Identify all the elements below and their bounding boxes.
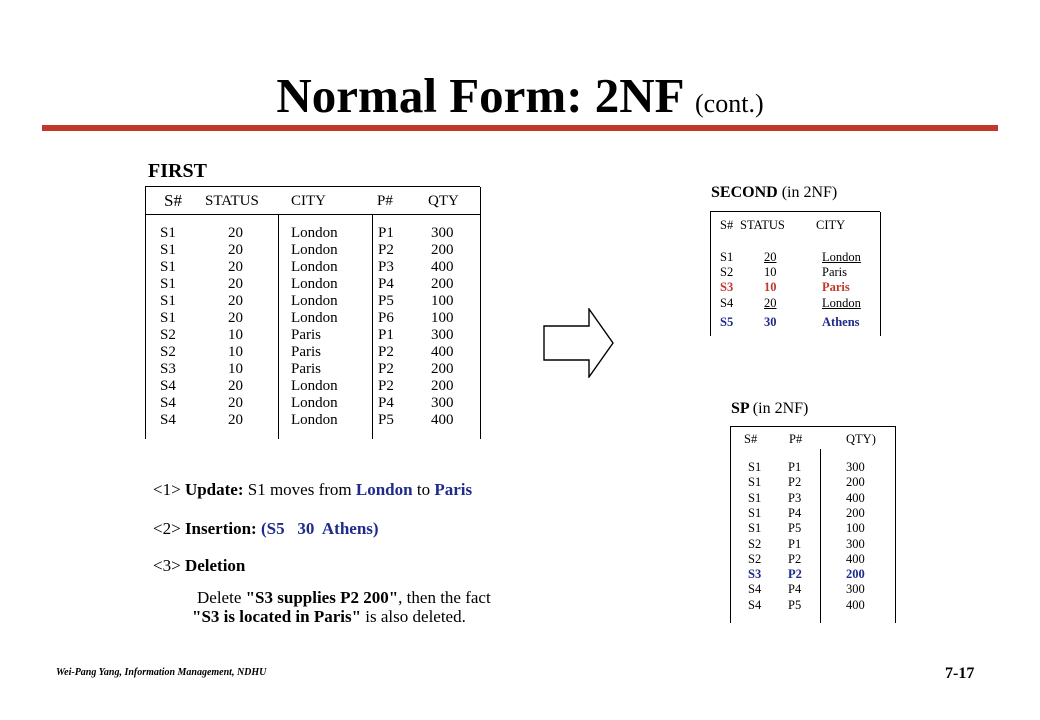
note-deletion-l1c: , then the fact bbox=[398, 588, 491, 607]
first-table-row-cell: 100 bbox=[431, 310, 454, 326]
first-table-row-cell: 20 bbox=[228, 225, 243, 241]
sp-header-qty: QTY) bbox=[846, 432, 876, 446]
first-table-row-cell: S3 bbox=[160, 361, 176, 377]
sp-table-row-cell: 300 bbox=[846, 536, 865, 551]
first-table-row-cell: 300 bbox=[431, 327, 454, 343]
second-label-note: (in 2NF) bbox=[781, 184, 838, 201]
first-table-row-cell: S4 bbox=[160, 378, 176, 394]
first-table-row-cell: London bbox=[291, 293, 338, 309]
second-table-row-cell: 10 bbox=[764, 265, 777, 280]
first-table-row-cell: 10 bbox=[228, 361, 243, 377]
first-table-row-cell: 100 bbox=[431, 293, 454, 309]
sp-table-row-cell: P5 bbox=[788, 597, 802, 612]
second-table-row-cell: Athens bbox=[822, 314, 860, 329]
note-insertion bbox=[153, 519, 379, 539]
first-table-row-cell: London bbox=[291, 259, 338, 275]
second-header-s: S# bbox=[720, 218, 734, 232]
first-table-row-cell: P2 bbox=[378, 361, 394, 377]
first-header-rule bbox=[145, 214, 481, 215]
title-main: Normal Form: 2NF bbox=[276, 68, 683, 123]
note-deletion-line1 bbox=[197, 588, 491, 608]
sp-table-row-cell: 200 bbox=[846, 567, 865, 582]
sp-table-row-cell: 400 bbox=[846, 490, 865, 505]
sp-table-row-cell: P2 bbox=[788, 551, 802, 566]
first-right-border bbox=[480, 187, 481, 439]
first-table-row-cell: S1 bbox=[160, 259, 176, 275]
second-table-row-cell: 20 bbox=[764, 250, 777, 264]
first-table-row-cell: 200 bbox=[431, 378, 454, 394]
sp-divider-part-qty bbox=[820, 449, 821, 623]
first-table-label: FIRST bbox=[148, 160, 207, 182]
sp-table-row-cell: P1 bbox=[788, 536, 802, 551]
first-table-row-cell: 400 bbox=[431, 344, 454, 360]
second-table bbox=[710, 211, 880, 336]
second-table-row-cell: S5 bbox=[720, 314, 734, 329]
note-deletion bbox=[153, 556, 245, 576]
sp-table-row-cell: S1 bbox=[748, 505, 762, 520]
sp-table-row-cell: S1 bbox=[748, 490, 762, 505]
first-table-row-cell: 10 bbox=[228, 344, 243, 360]
first-table-row-cell: 20 bbox=[228, 310, 243, 326]
note-deletion-line2 bbox=[192, 607, 466, 627]
sp-table-label bbox=[731, 400, 808, 418]
second-left-border bbox=[710, 212, 711, 336]
note-insertion-keyword: Insertion: bbox=[184, 519, 257, 538]
first-table-row-cell: P2 bbox=[378, 378, 394, 394]
first-table-row-cell: 20 bbox=[228, 293, 243, 309]
sp-table-row-cell: P5 bbox=[788, 521, 802, 536]
title-sub: (cont.) bbox=[695, 89, 764, 118]
second-table-row-cell: 30 bbox=[764, 314, 777, 329]
sp-table-row-cell: S2 bbox=[748, 551, 762, 566]
sp-table-row-cell: P4 bbox=[788, 582, 802, 597]
first-table-row-cell: 20 bbox=[228, 412, 243, 428]
note-deletion-l2a: "S3 is located in Paris" bbox=[192, 607, 362, 626]
note-update-text2: to bbox=[416, 480, 431, 499]
second-label-name: SECOND bbox=[711, 184, 778, 201]
first-table-row-cell: P4 bbox=[378, 276, 394, 292]
note-insertion-num: <2> bbox=[153, 519, 181, 538]
sp-table-row-cell: P2 bbox=[788, 567, 802, 582]
first-header-s: S# bbox=[164, 191, 182, 210]
first-table-row-cell: London bbox=[291, 225, 338, 241]
second-table-row-cell: 20 bbox=[764, 295, 777, 310]
first-table-row-cell: London bbox=[291, 412, 338, 428]
first-table-row-cell: P5 bbox=[378, 293, 394, 309]
first-table-row-cell: Paris bbox=[291, 344, 321, 360]
footer-credit: Wei-Pang Yang, Information Management, NDHU bbox=[56, 667, 267, 678]
sp-table-row-cell: S2 bbox=[748, 536, 762, 551]
sp-table-row-cell: S1 bbox=[748, 521, 762, 536]
first-table-row-cell: 200 bbox=[431, 361, 454, 377]
sp-table-row-cell: 200 bbox=[846, 475, 865, 490]
second-header-status: STATUS bbox=[740, 218, 785, 232]
second-right-border bbox=[880, 212, 881, 336]
first-table-row-cell: 20 bbox=[228, 242, 243, 258]
first-table-row-cell: London bbox=[291, 395, 338, 411]
sp-table-row-cell: P3 bbox=[788, 490, 802, 505]
sp-table-row-cell: 300 bbox=[846, 582, 865, 597]
first-header-qty: QTY bbox=[428, 193, 459, 209]
second-table-row-cell: London bbox=[822, 250, 861, 264]
sp-table-row-cell: P1 bbox=[788, 460, 802, 474]
sp-table-row-cell: S4 bbox=[748, 597, 762, 612]
note-update-city-london: London bbox=[355, 480, 413, 499]
note-deletion-num: <3> bbox=[153, 556, 181, 575]
note-deletion-l1b: "S3 supplies P2 200" bbox=[245, 588, 399, 607]
first-table-row-cell: London bbox=[291, 276, 338, 292]
note-update-num: <1> bbox=[153, 480, 181, 499]
note-deletion-keyword: Deletion bbox=[184, 556, 246, 575]
first-table-row-cell: S1 bbox=[160, 225, 176, 241]
first-table-row-cell: 300 bbox=[431, 395, 454, 411]
sp-table-row-cell: S3 bbox=[748, 567, 762, 582]
note-update-text1: S1 moves from bbox=[247, 480, 352, 499]
first-table-row-cell: P1 bbox=[378, 327, 394, 343]
first-table-row-cell: P4 bbox=[378, 395, 394, 411]
first-table-row-cell: S4 bbox=[160, 412, 176, 428]
first-table-row-cell: London bbox=[291, 378, 338, 394]
second-table-row-cell: S3 bbox=[720, 280, 734, 295]
second-table-row-cell: 10 bbox=[764, 280, 777, 295]
page-title bbox=[0, 66, 1040, 134]
first-table-row-cell: S2 bbox=[160, 327, 176, 343]
first-table bbox=[145, 186, 480, 439]
note-deletion-l1a: Delete bbox=[197, 588, 242, 607]
first-header-city: CITY bbox=[291, 193, 326, 209]
first-table-row-cell: 20 bbox=[228, 276, 243, 292]
first-left-border bbox=[145, 187, 146, 439]
title-divider bbox=[42, 125, 998, 131]
sp-label-name: SP bbox=[731, 400, 749, 417]
first-table-row-cell: 20 bbox=[228, 259, 243, 275]
page-number: 7-17 bbox=[945, 665, 975, 682]
right-arrow-icon bbox=[543, 308, 615, 378]
first-table-row-cell: S1 bbox=[160, 276, 176, 292]
first-table-row-cell: P1 bbox=[378, 225, 394, 241]
sp-table-row-cell: 400 bbox=[846, 597, 865, 612]
first-table-row-cell: 300 bbox=[431, 225, 454, 241]
sp-table-row-cell: S1 bbox=[748, 460, 762, 474]
first-divider-city-part bbox=[372, 214, 373, 439]
first-table-row-cell: S2 bbox=[160, 344, 176, 360]
first-table-row-cell: 20 bbox=[228, 395, 243, 411]
first-table-row-cell: Paris bbox=[291, 327, 321, 343]
first-table-row-cell: S4 bbox=[160, 395, 176, 411]
first-table-row-cell: P2 bbox=[378, 344, 394, 360]
sp-table-row-cell: P4 bbox=[788, 505, 802, 520]
first-table-row-cell: S1 bbox=[160, 293, 176, 309]
sp-table-row-cell: S4 bbox=[748, 582, 762, 597]
second-table-row-cell: Paris bbox=[822, 265, 847, 280]
sp-table-row-cell: 400 bbox=[846, 551, 865, 566]
first-table-row-cell: P2 bbox=[378, 242, 394, 258]
first-table-row-cell: 20 bbox=[228, 378, 243, 394]
first-table-row-cell: 200 bbox=[431, 276, 454, 292]
first-header-status: STATUS bbox=[205, 193, 259, 209]
second-table-row-cell: S2 bbox=[720, 265, 734, 280]
first-table-row-cell: 400 bbox=[431, 259, 454, 275]
sp-table-row-cell: 300 bbox=[846, 460, 865, 474]
note-insertion-value: (S5 30 Athens) bbox=[260, 519, 379, 538]
first-table-row-cell: S1 bbox=[160, 242, 176, 258]
first-header-part: P# bbox=[377, 193, 393, 209]
sp-label-note: (in 2NF) bbox=[752, 400, 809, 417]
note-update-keyword: Update: bbox=[184, 480, 244, 499]
second-table-row-cell: S4 bbox=[720, 295, 734, 310]
second-header-city: CITY bbox=[816, 218, 846, 232]
first-table-row-cell: Paris bbox=[291, 361, 321, 377]
second-table-label bbox=[711, 184, 837, 202]
second-table-row-cell: S1 bbox=[720, 250, 734, 264]
sp-left-border bbox=[730, 427, 731, 623]
first-divider-status-city bbox=[278, 214, 279, 439]
first-table-row-cell: 200 bbox=[431, 242, 454, 258]
first-table-row-cell: London bbox=[291, 310, 338, 326]
first-table-row-cell: London bbox=[291, 242, 338, 258]
note-deletion-l2b: is also deleted. bbox=[365, 607, 466, 626]
second-table-row-cell: Paris bbox=[822, 280, 850, 295]
first-table-row-cell: P5 bbox=[378, 412, 394, 428]
first-table-row-cell: P3 bbox=[378, 259, 394, 275]
sp-header-s: S# bbox=[744, 432, 758, 446]
second-table-row-cell: London bbox=[822, 295, 861, 310]
sp-table-row-cell: 200 bbox=[846, 505, 865, 520]
sp-header-part: P# bbox=[789, 432, 803, 446]
sp-table-row-cell: 100 bbox=[846, 521, 865, 536]
first-table-row-cell: S1 bbox=[160, 310, 176, 326]
sp-table-row-cell: S1 bbox=[748, 475, 762, 490]
first-table-row-cell: P6 bbox=[378, 310, 394, 326]
sp-table bbox=[730, 426, 896, 623]
first-table-row-cell: 400 bbox=[431, 412, 454, 428]
note-update-city-paris: Paris bbox=[434, 480, 473, 499]
sp-table-row-cell: P2 bbox=[788, 475, 802, 490]
note-update bbox=[153, 480, 472, 500]
first-table-row-cell: 10 bbox=[228, 327, 243, 343]
